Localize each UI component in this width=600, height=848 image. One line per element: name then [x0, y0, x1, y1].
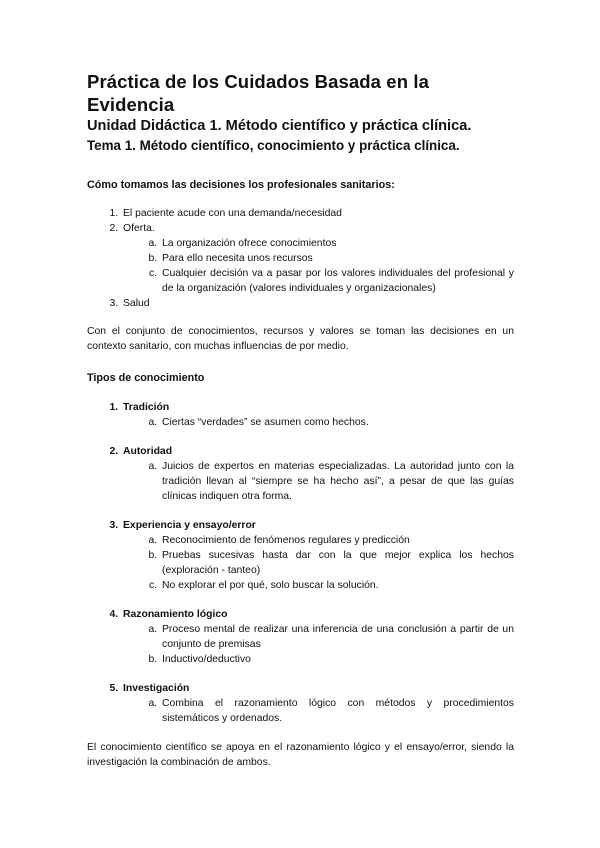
knowledge-type-item: 1. Tradición a. Ciertas “verdades” se asumen como hechos. [121, 400, 514, 444]
list-item: a. Ciertas “verdades” se asumen como hechos. [160, 415, 514, 430]
sub-list [123, 459, 514, 504]
decisions-heading: Cómo tomamos las decisiones los profesionales sanitarios: [87, 179, 395, 191]
document-page [87, 70, 514, 770]
list-item: b. Para ello necesita unos recursos [160, 251, 514, 266]
knowledge-type-item: 4. Razonamiento lógico a. Proceso mental de realizar una inferencia de una conclusión a partir de un conjunto de premisas b. Inductivo/deductivo [121, 607, 514, 681]
knowledge-type-item: 5. Investigación a. Combina el razonamiento lógico con métodos y procedimientos sistemáticos y ordenados. [121, 681, 514, 726]
knowledge-type-item: 2. Autoridad a. Juicios de expertos en materias especializadas. La autoridad junto con la tradición llevan al “siempre se ha hecho así”, a pesar de que las guías clínicas indiquen otra forma. [121, 444, 514, 518]
sub-list [123, 696, 514, 726]
list-item: a. Proceso mental de realizar una inferencia de una conclusión a partir de un conjunto de premisas [160, 622, 514, 652]
list-item: a. Combina el razonamiento lógico con métodos y procedimientos sistemáticos y ordenados. [160, 696, 514, 726]
sub-list [123, 415, 514, 430]
list-item: b. Pruebas sucesivas hasta dar con la que mejor explica los hechos (exploración - tanteo) [160, 548, 514, 578]
list-item: a. Reconocimiento de fenómenos regulares y predicción [160, 533, 514, 548]
list-item: 1. El paciente acude con una demanda/necesidad [121, 206, 514, 221]
list-item: b. Inductivo/deductivo [160, 652, 514, 667]
knowledge-type-item: 3. Experiencia y ensayo/error a. Reconocimiento de fenómenos regulares y predicción b. Pruebas sucesivas hasta dar con la que mejor explica los hechos (exploración - tanteo) c. No explorar el por qué, solo buscar la solución. [121, 518, 514, 607]
unit-heading: Unidad Didáctica 1. Método científico y práctica clínica. [87, 118, 472, 134]
sub-list [123, 533, 514, 593]
document-title: Práctica de los Cuidados Basada en la Evidencia [87, 71, 429, 115]
topic-heading: Tema 1. Método científico, conocimiento y práctica clínica. [87, 138, 460, 153]
knowledge-types-list [87, 400, 514, 726]
sub-list [123, 622, 514, 667]
list-item: c. Cualquier decisión va a pasar por los valores individuales del profesional y de la organización (valores individuales y organizacionales) [160, 266, 514, 296]
list-item: c. No explorar el por qué, solo buscar la solución. [160, 578, 514, 593]
list-item: a. Juicios de expertos en materias especializadas. La autoridad junto con la tradición llevan al “siempre se ha hecho así”, a pesar de que las guías clínicas indiquen otra forma. [160, 459, 514, 504]
knowledge-heading: Tipos de conocimiento [87, 372, 205, 384]
decisions-paragraph: Con el conjunto de conocimientos, recursos y valores se toman las decisiones en un contexto sanitario, con muchas influencias de por medio. [87, 326, 514, 352]
list-item: 3. Salud [121, 296, 514, 311]
sub-list [123, 236, 514, 296]
list-item: 2. Oferta. a. La organización ofrece conocimientos b. Para ello necesita unos recursos c. Cualquier decisión va a pasar por los valores individuales del profesional y de la organización (valores individuales y organizacionales) [121, 221, 514, 296]
decisions-list [87, 206, 514, 311]
conclusion-paragraph: El conocimiento científico se apoya en el razonamiento lógico y el ensayo/error, siendo la investigación la combinación de ambos. [87, 742, 514, 768]
list-item: a. La organización ofrece conocimientos [160, 236, 514, 251]
